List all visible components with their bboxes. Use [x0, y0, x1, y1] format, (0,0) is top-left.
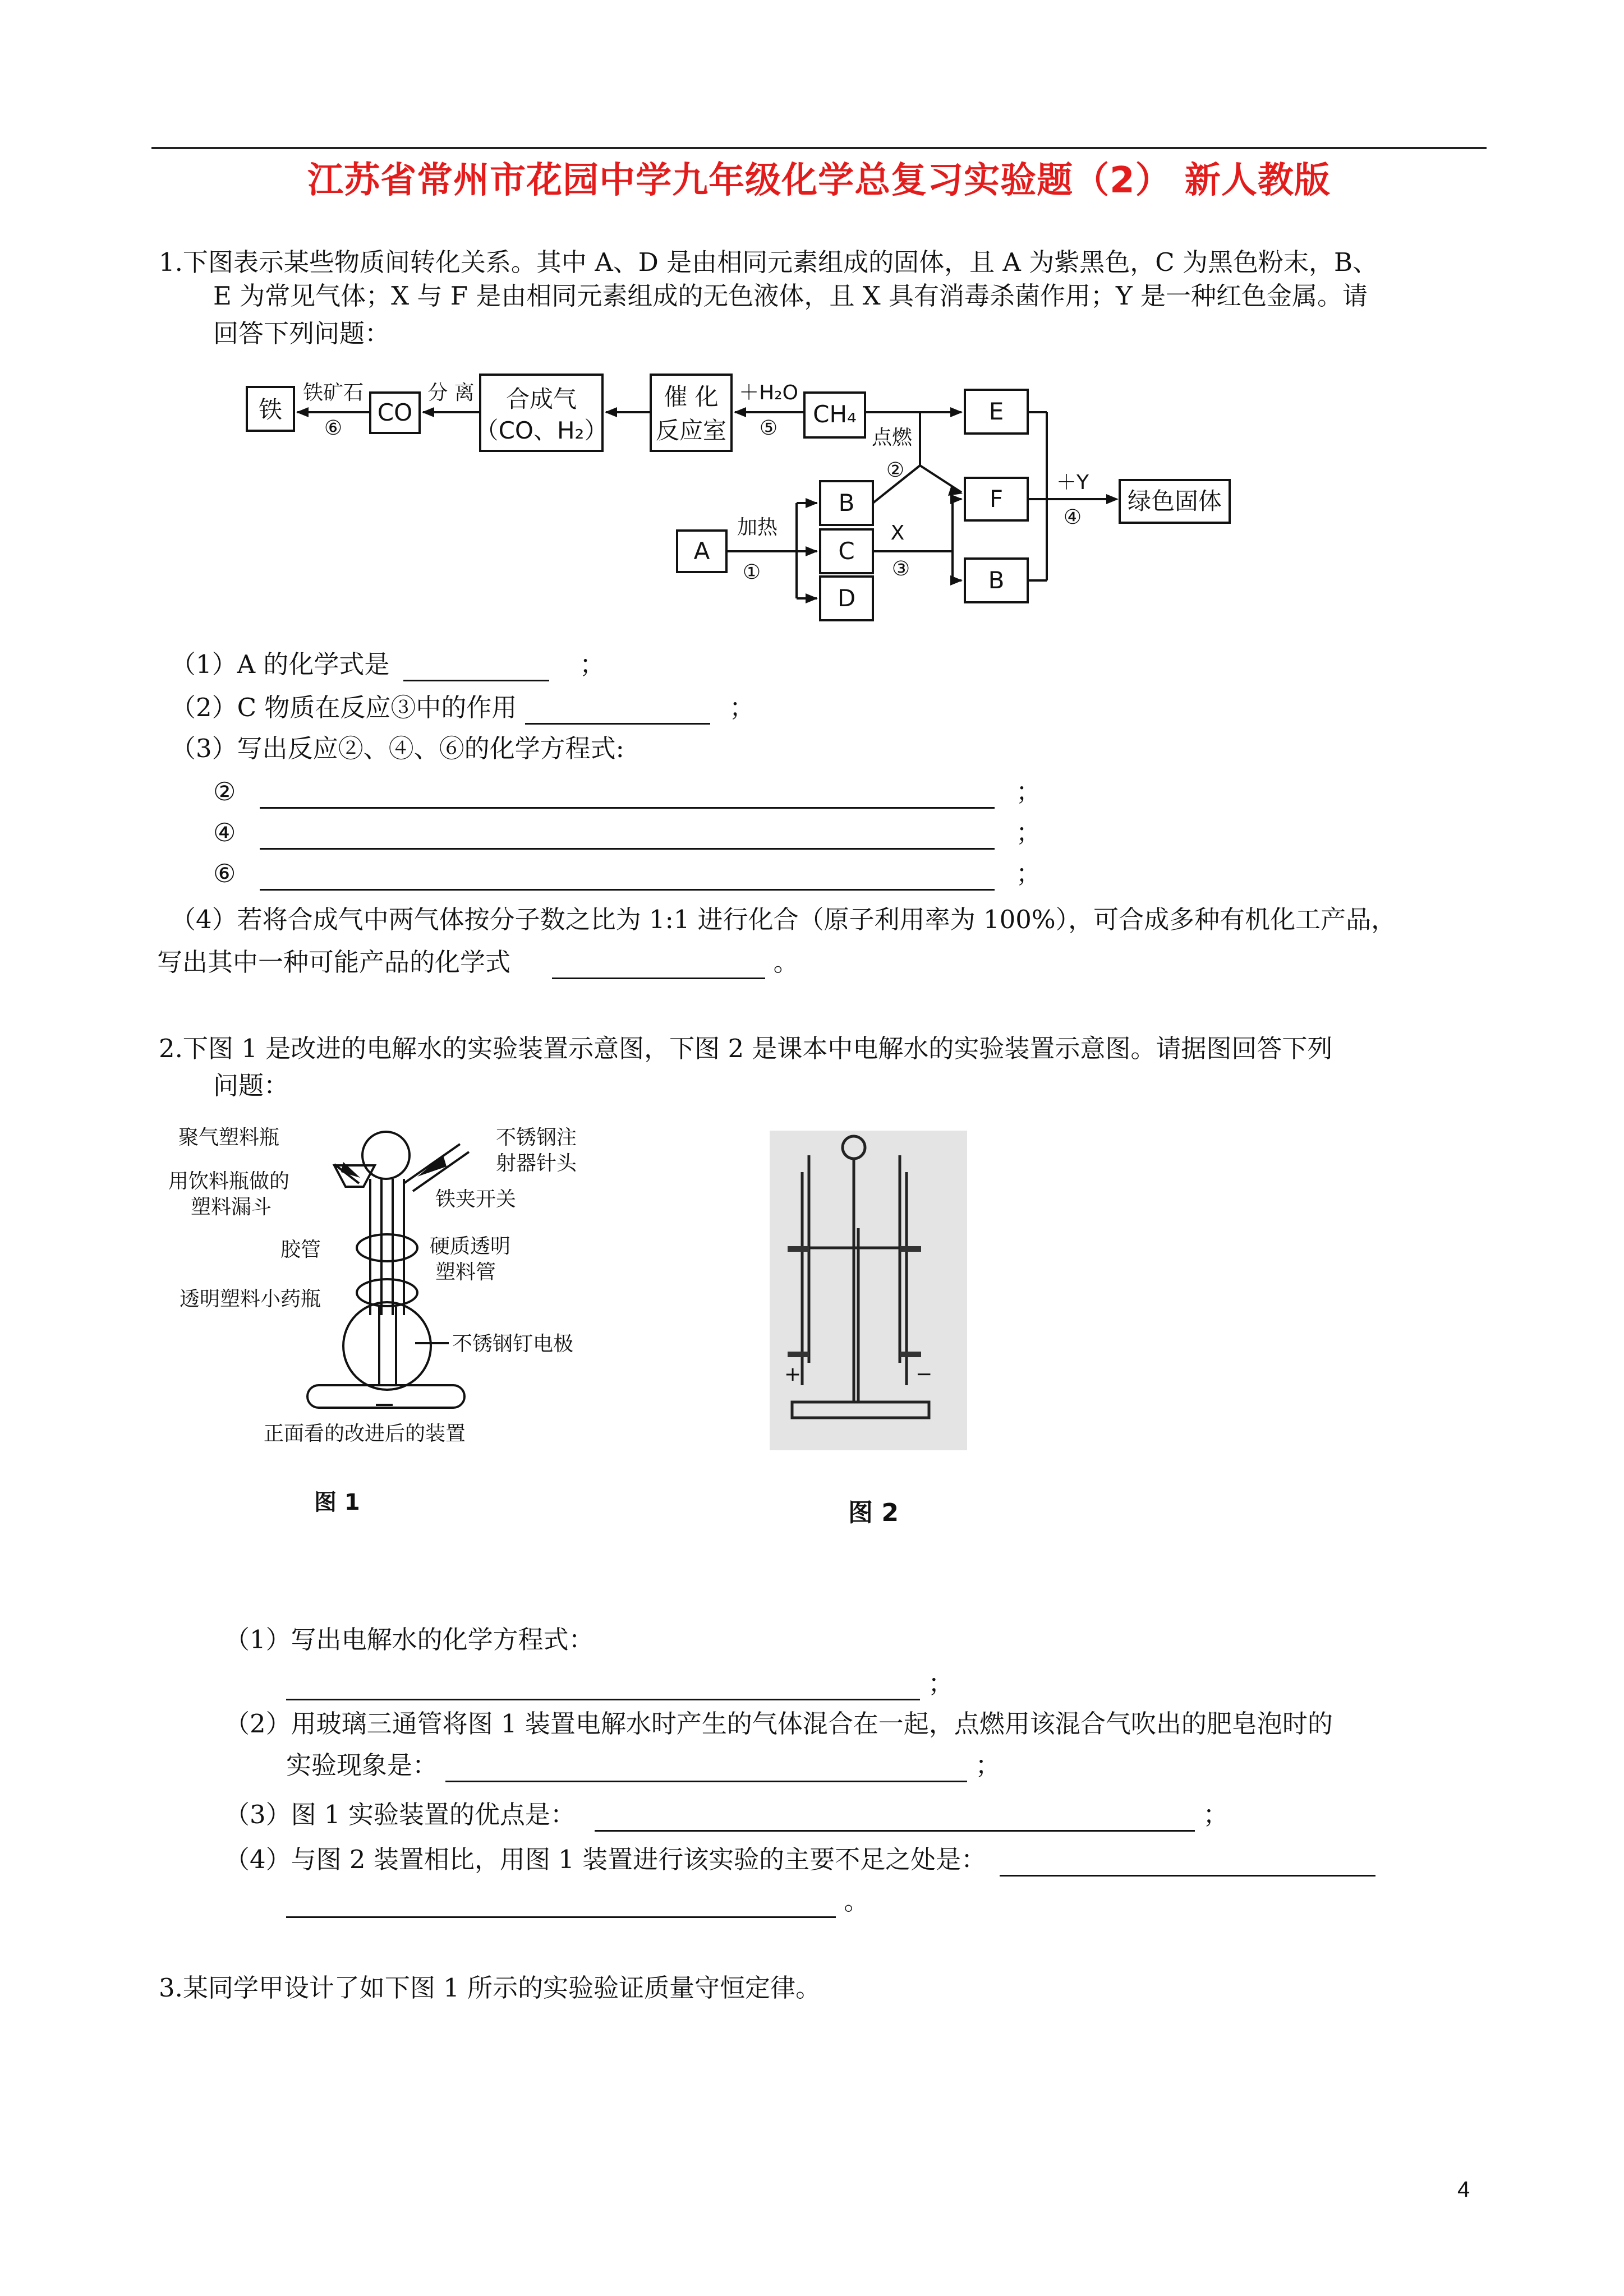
fig1-label-needle-1: 不锈钢注 — [496, 1126, 577, 1149]
fig1-label-rubber-tube: 胶管 — [280, 1238, 321, 1261]
header-rule — [151, 147, 1487, 149]
q1-eq-6-blank — [260, 866, 995, 891]
q1-stem-line-2: E 为常见气体；X 与 F 是由相同元素组成的无色液体，且 X 具有消毒杀菌作用；Y 是一种红色金属。请 — [213, 281, 1368, 311]
fig1-label-collector: 聚气塑料瓶 — [178, 1126, 280, 1149]
q2-sub3: （3）图 1 实验装置的优点是： ； — [224, 1798, 1229, 1832]
label-iron-ore: 铁矿石 — [302, 381, 364, 404]
label-step-3: ③ — [891, 557, 910, 580]
label-ignite: 点燃 — [871, 426, 913, 449]
label-step-2: ② — [886, 459, 905, 482]
box-e: E — [988, 398, 1004, 425]
q1-eq-4: ④ ； — [213, 816, 1041, 850]
label-step-6: ⑥ — [324, 417, 343, 440]
q1-transformation-diagram — [236, 365, 1245, 628]
box-syngas-formula: （CO、H₂） — [475, 417, 608, 444]
fig1-label-needle-2: 射器针头 — [496, 1152, 577, 1175]
q1-stem-line-1: 1.下图表示某些物质间转化关系。其中 A、D 是由相同元素组成的固体，且 A 为紫黑色，C 为黑色粉末，B、 — [159, 247, 1378, 277]
box-reaction-room: 反应室 — [655, 417, 727, 444]
box-syngas: 合成气 — [505, 385, 577, 413]
q2-sub1-answer: ； — [286, 1667, 953, 1700]
q2-sub3-blank — [595, 1808, 1195, 1832]
box-f: F — [989, 485, 1004, 513]
fig2-textbook-apparatus — [763, 1127, 970, 1531]
q3-stem: 3.某同学甲设计了如下图 1 所示的实验验证质量守恒定律。 — [159, 1973, 821, 2003]
fig2-caption: 图 2 — [848, 1499, 899, 1527]
q1-eq-2-blank — [260, 785, 995, 809]
label-plus-y: ＋Y — [1056, 471, 1089, 494]
q1-sub2: （2）C 物质在反应③中的作用 ； — [171, 691, 755, 725]
fig1-label-funnel-1: 用饮料瓶做的 — [168, 1170, 290, 1193]
fig1-improved-apparatus — [168, 1119, 606, 1523]
fig1-label-vial: 透明塑料小药瓶 — [180, 1288, 321, 1311]
q1-sub4-line-1: （4）若将合成气中两气体按分子数之比为 1:1 进行化合（原子利用率为 100%），可合成多种有机化工产品， — [171, 905, 1397, 934]
q1-sub2-blank — [525, 700, 710, 725]
q1-sub1: （1）A 的化学式是 ； — [171, 648, 605, 681]
fig1-label-clip: 铁夹开关 — [435, 1188, 517, 1211]
q1-eq-2: ② ； — [213, 775, 1041, 809]
label-x: X — [890, 522, 905, 545]
q1-sub3: （3）写出反应②、④、⑥的化学方程式: — [171, 734, 624, 763]
label-step-5: ⑤ — [759, 417, 778, 440]
fig2-minus: − — [915, 1363, 933, 1386]
box-co: CO — [377, 399, 413, 426]
fig1-label-tube-1: 硬质透明 — [430, 1235, 511, 1258]
q1-eq-4-blank — [260, 826, 995, 850]
fig2-plus: + — [784, 1363, 802, 1386]
q2-sub1-blank — [286, 1676, 920, 1700]
label-step-4: ④ — [1063, 506, 1082, 529]
fig1-label-funnel-2: 塑料漏斗 — [191, 1196, 272, 1219]
q2-sub1: （1）写出电解水的化学方程式： — [224, 1625, 594, 1654]
q1-eq-6: ⑥ ； — [213, 857, 1041, 891]
fig1-label-front-view: 正面看的改进后的装置 — [264, 1422, 466, 1445]
label-heat: 加热 — [737, 516, 778, 539]
q2-sub2-blank — [445, 1758, 967, 1782]
q2-stem-line-1: 2.下图 1 是改进的电解水的实验装置示意图，下图 2 是课本中电解水的实验装置示意图。请据图回答下列 — [159, 1034, 1333, 1063]
q2-sub4-continued: 。 — [286, 1884, 869, 1918]
q2-sub4: （4）与图 2 装置相比，用图 1 装置进行该实验的主要不足之处是： — [224, 1843, 1375, 1877]
label-h2o: ＋H₂O — [739, 381, 798, 404]
box-b-bottom: B — [988, 566, 1005, 594]
box-a: A — [693, 537, 710, 565]
q1-sub4-line-2: 写出其中一种可能产品的化学式 。 — [157, 946, 799, 979]
q1-sub4-blank — [552, 955, 765, 979]
box-ch4: CH₄ — [813, 400, 857, 428]
box-green-solid: 绿色固体 — [1127, 487, 1222, 515]
box-c: C — [838, 537, 855, 565]
q1-sub1-blank — [403, 657, 549, 681]
box-catalyst: 催 化 — [664, 383, 719, 411]
q2-stem-line-2: 问题： — [213, 1071, 289, 1100]
fig1-label-tube-2: 塑料管 — [435, 1261, 496, 1284]
q2-sub4-blank-2 — [286, 1894, 836, 1918]
q2-sub4-blank-1 — [1000, 1852, 1375, 1877]
box-d: D — [837, 584, 856, 612]
q2-sub2-line-1: （2）用玻璃三通管将图 1 装置电解水时产生的气体混合在一起，点燃用该混合气吹出的肥皂泡时的 — [224, 1709, 1333, 1739]
page-title: 江苏省常州市花园中学九年级化学总复习实验题（2） 新人教版 — [307, 160, 1331, 201]
box-b-top: B — [838, 489, 855, 517]
box-fe: 铁 — [258, 396, 283, 423]
q1-stem-line-3: 回答下列问题： — [213, 319, 390, 348]
q2-sub2-line-2: 实验现象是： ； — [286, 1749, 1001, 1782]
page-number: 4 — [1457, 2177, 1470, 2202]
fig1-label-electrode: 不锈钢钉电极 — [452, 1333, 574, 1356]
label-step-1: ① — [742, 561, 761, 584]
fig1-caption: 图 1 — [314, 1490, 360, 1515]
label-separate: 分 离 — [427, 381, 475, 404]
